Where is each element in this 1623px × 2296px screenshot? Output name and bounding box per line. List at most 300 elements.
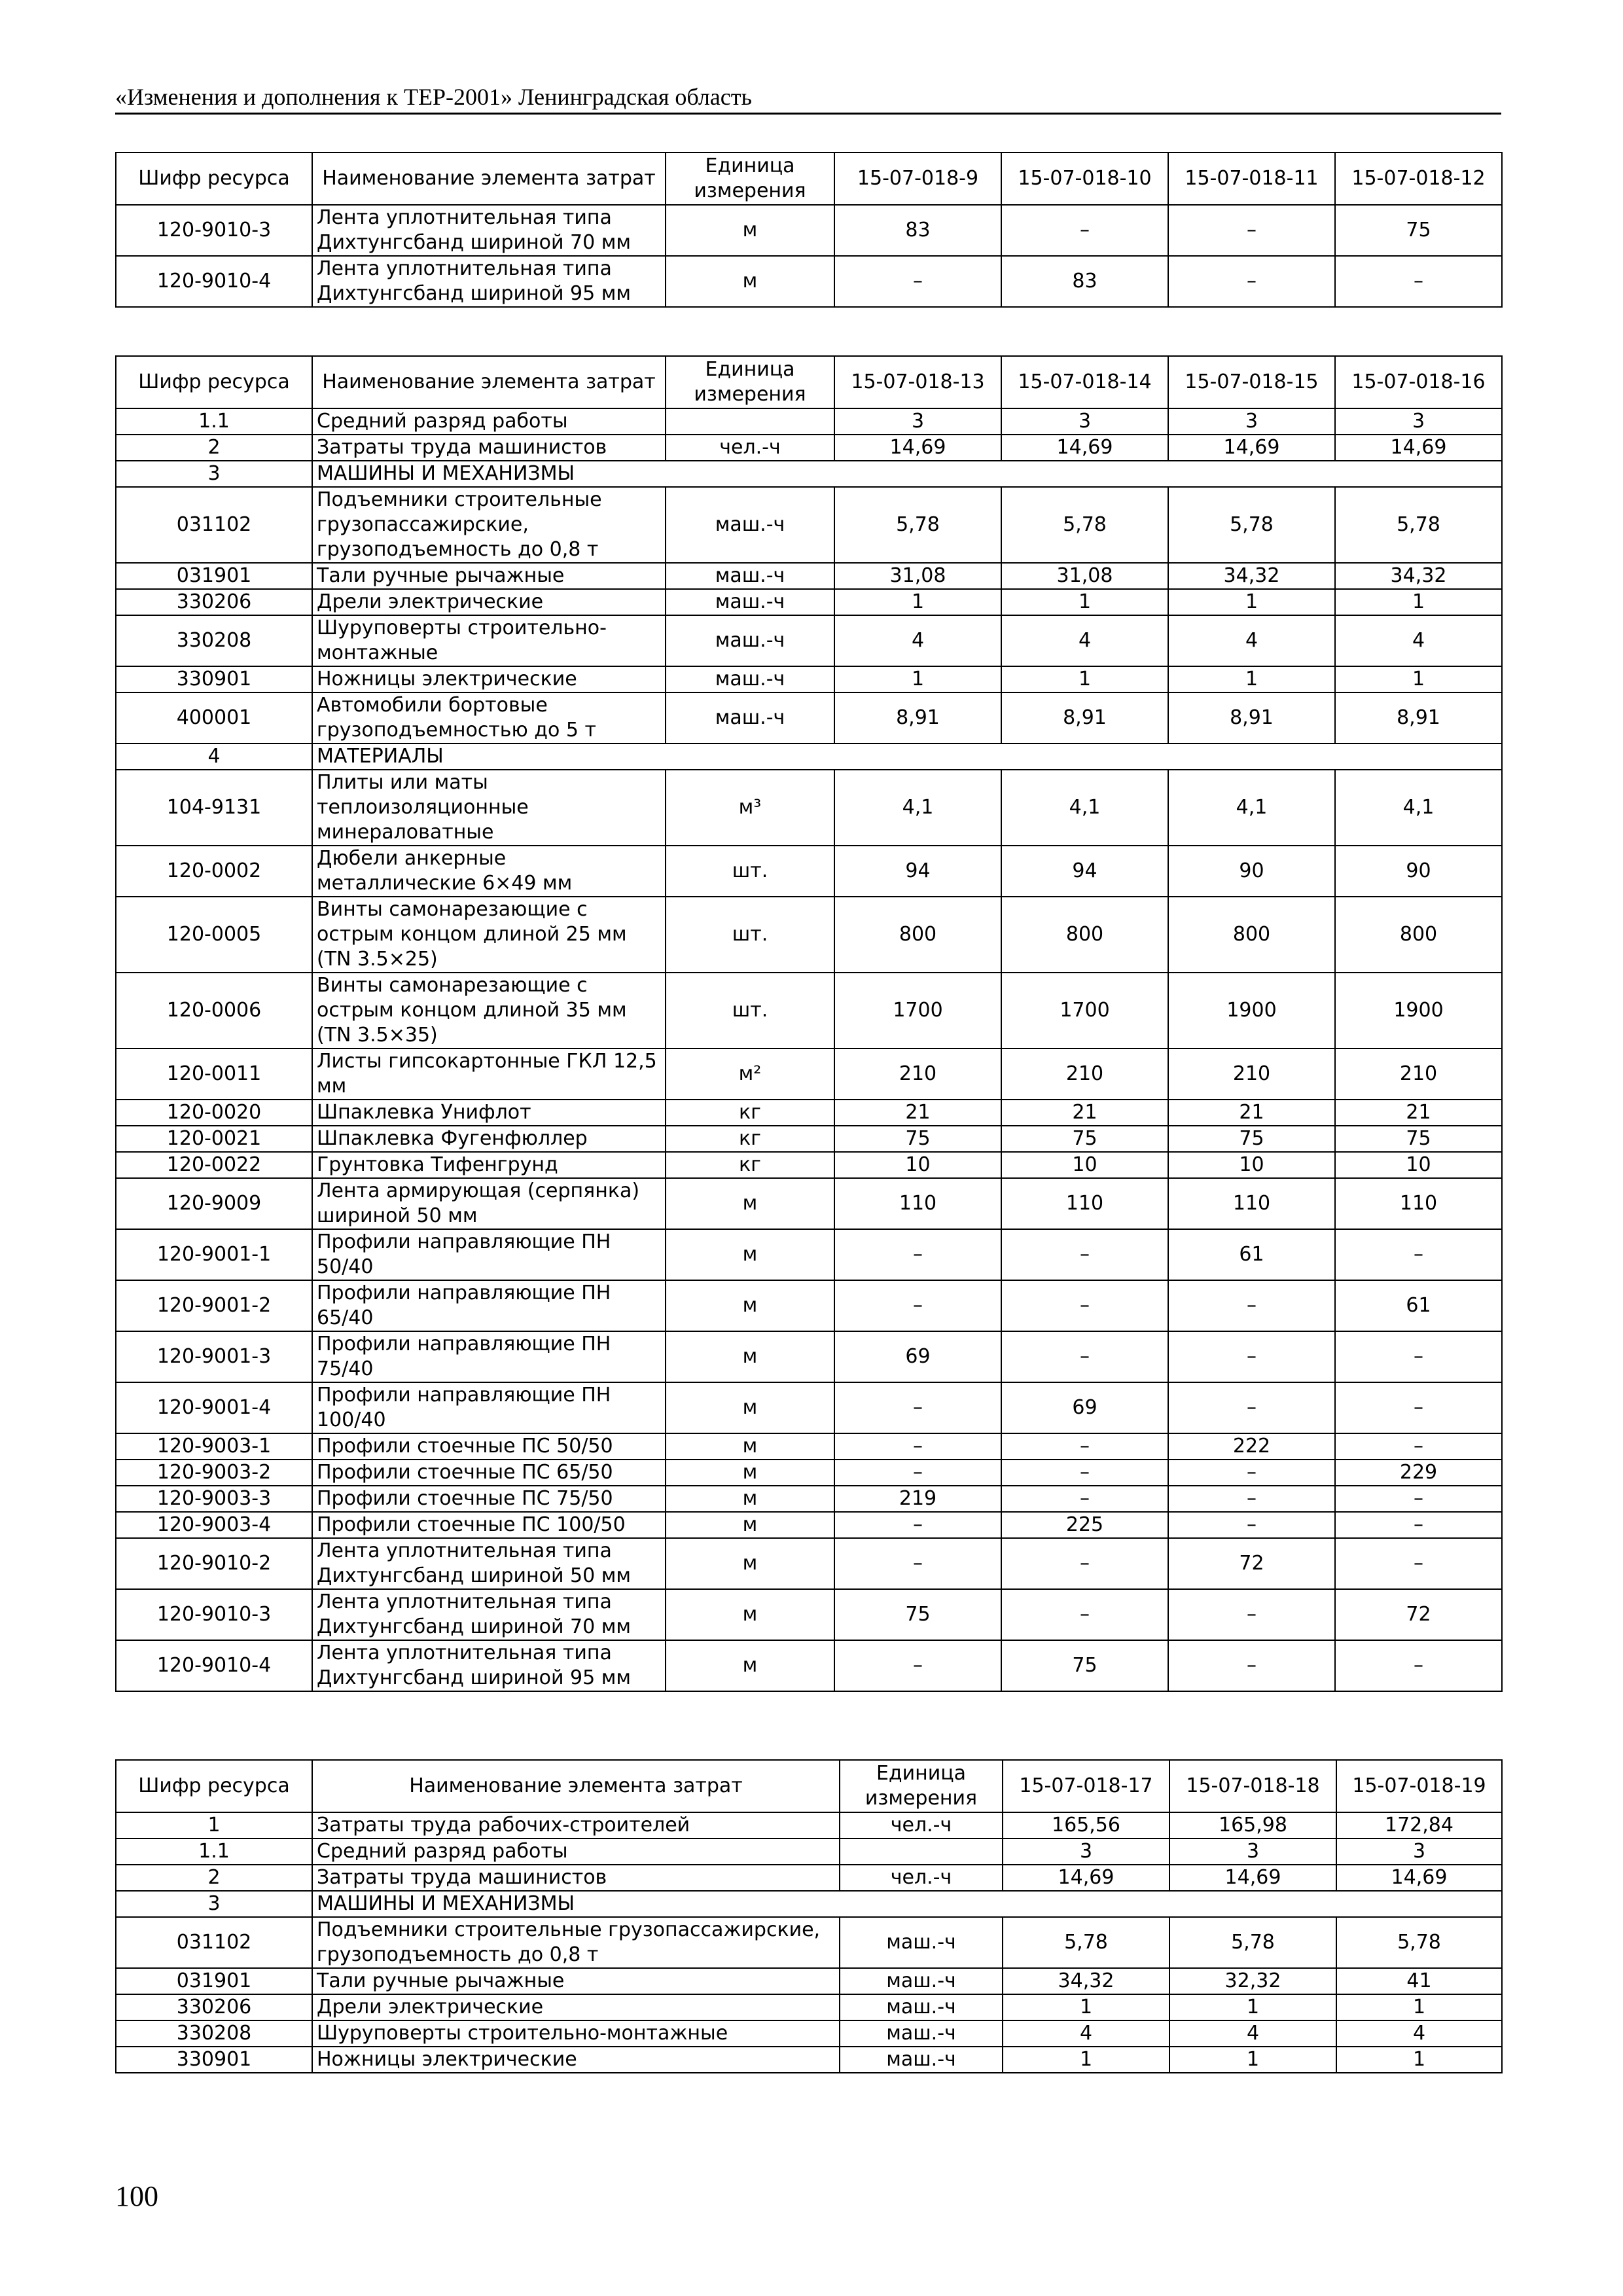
cost-element-name: Лента армирующая (серпянка) шириной 50 мм — [312, 1178, 666, 1229]
cost-element-name: Профили направляющие ПН 75/40 — [312, 1331, 666, 1382]
value: 4,1 — [1335, 770, 1502, 846]
column-header: 15-07-018-13 — [834, 356, 1001, 408]
value: 1 — [1335, 589, 1502, 615]
value: – — [834, 1460, 1001, 1486]
value: 90 — [1335, 846, 1502, 897]
value: – — [1168, 205, 1335, 256]
resource-code: 031901 — [116, 563, 312, 589]
cost-element-name: Профили направляющие ПН 50/40 — [312, 1229, 666, 1280]
cost-element-name: Грунтовка Тифенгрунд — [312, 1152, 666, 1178]
value: – — [1168, 1460, 1335, 1486]
cost-element-name: Ножницы электрические — [312, 666, 666, 692]
cost-element-name: Профили направляющие ПН 100/40 — [312, 1382, 666, 1433]
resource-code: 120-0022 — [116, 1152, 312, 1178]
value: 3 — [1003, 1839, 1169, 1865]
value: 210 — [1168, 1049, 1335, 1100]
column-header: 15-07-018-19 — [1336, 1760, 1502, 1812]
unit: м — [666, 205, 834, 256]
value: 10 — [834, 1152, 1001, 1178]
resource-code: 120-9003-2 — [116, 1460, 312, 1486]
resource-code: 120-9001-4 — [116, 1382, 312, 1433]
value: – — [1001, 1538, 1168, 1589]
value: 4 — [1168, 615, 1335, 666]
cost-element-name: Шуруповерты строительно-монтажные — [312, 2020, 840, 2047]
unit: м — [666, 1640, 834, 1691]
value: 225 — [1001, 1512, 1168, 1538]
unit: маш.-ч — [666, 487, 834, 563]
cost-element-name: Профили стоечные ПС 100/50 — [312, 1512, 666, 1538]
header-row — [116, 356, 1502, 408]
resource-table-1 — [115, 152, 1503, 308]
cost-element-name: Лента уплотнительная типа Дихтунгсбанд шириной 70 мм — [312, 205, 666, 256]
value: 5,78 — [1335, 487, 1502, 563]
unit: чел.-ч — [840, 1865, 1003, 1891]
value: 14,69 — [1336, 1865, 1502, 1891]
value: 4 — [834, 615, 1001, 666]
value: – — [834, 1640, 1001, 1691]
column-header: 15-07-018-10 — [1001, 152, 1168, 205]
resource-code: 330206 — [116, 589, 312, 615]
value: – — [1335, 1331, 1502, 1382]
value: 4 — [1336, 2020, 1502, 2047]
table-row — [116, 563, 1502, 589]
unit — [840, 1839, 1003, 1865]
cost-element-name: Плиты или маты теплоизоляционные минераловатные — [312, 770, 666, 846]
cost-element-name: Лента уплотнительная типа Дихтунгсбанд шириной 70 мм — [312, 1589, 666, 1640]
unit: м — [666, 1460, 834, 1486]
unit: м — [666, 1486, 834, 1512]
table-row — [116, 461, 1502, 487]
resource-code: 1.1 — [116, 408, 312, 435]
value: 14,69 — [1168, 435, 1335, 461]
cost-element-name: Профили стоечные ПС 75/50 — [312, 1486, 666, 1512]
table-row — [116, 1994, 1502, 2020]
resource-code: 031102 — [116, 487, 312, 563]
value: 8,91 — [1168, 692, 1335, 744]
table-row — [116, 2047, 1502, 2073]
unit: маш.-ч — [666, 692, 834, 744]
value: 61 — [1168, 1229, 1335, 1280]
column-header: Наименование элемента затрат — [312, 356, 666, 408]
resource-code: 330206 — [116, 1994, 312, 2020]
cost-element-name: Профили направляющие ПН 65/40 — [312, 1280, 666, 1331]
value: 75 — [1335, 1126, 1502, 1152]
table-row — [116, 1280, 1502, 1331]
value: 4 — [1003, 2020, 1169, 2047]
column-header: 15-07-018-16 — [1335, 356, 1502, 408]
table-row — [116, 1538, 1502, 1589]
value: 75 — [834, 1589, 1001, 1640]
column-header: Единица измерения — [666, 356, 834, 408]
resource-code: 120-0021 — [116, 1126, 312, 1152]
unit: маш.-ч — [840, 2020, 1003, 2047]
resource-code: 330208 — [116, 2020, 312, 2047]
value: – — [1168, 1382, 1335, 1433]
table-row — [116, 744, 1502, 770]
resource-code: 120-9001-2 — [116, 1280, 312, 1331]
value: 34,32 — [1003, 1968, 1169, 1994]
resource-code: 400001 — [116, 692, 312, 744]
value: 1 — [1001, 589, 1168, 615]
section-code: 3 — [116, 1891, 312, 1917]
value: 110 — [1168, 1178, 1335, 1229]
value: 5,78 — [1003, 1917, 1169, 1968]
value: 34,32 — [1335, 563, 1502, 589]
resource-code: 031901 — [116, 1968, 312, 1994]
table-row — [116, 1460, 1502, 1486]
value: 4,1 — [834, 770, 1001, 846]
resource-code: 120-9003-1 — [116, 1433, 312, 1460]
value: 72 — [1335, 1589, 1502, 1640]
resource-code: 330208 — [116, 615, 312, 666]
resource-code: 1 — [116, 1812, 312, 1839]
resource-table-2 — [115, 355, 1503, 1692]
column-header: Единица измерения — [666, 152, 834, 205]
value: 1 — [1003, 2047, 1169, 2073]
resource-code: 2 — [116, 435, 312, 461]
unit: м — [666, 1229, 834, 1280]
value: – — [1001, 205, 1168, 256]
value: 110 — [1001, 1178, 1168, 1229]
value: 219 — [834, 1486, 1001, 1512]
value: 61 — [1335, 1280, 1502, 1331]
column-header: Шифр ресурса — [116, 152, 312, 205]
value: 14,69 — [1335, 435, 1502, 461]
section-title: МАТЕРИАЛЫ — [312, 744, 1502, 770]
table-row — [116, 1178, 1502, 1229]
unit: м³ — [666, 770, 834, 846]
table-row — [116, 1968, 1502, 1994]
header-row — [116, 152, 1502, 205]
unit: м — [666, 1538, 834, 1589]
table-row — [116, 1917, 1502, 1968]
value: 4 — [1001, 615, 1168, 666]
unit: м² — [666, 1049, 834, 1100]
cost-element-name: Винты самонарезающие с острым концом длиной 25 мм (TN 3.5×25) — [312, 897, 666, 973]
value: 8,91 — [1335, 692, 1502, 744]
value: – — [1335, 256, 1502, 307]
value: – — [1001, 1280, 1168, 1331]
value: – — [1335, 1229, 1502, 1280]
table-row — [116, 1589, 1502, 1640]
section-title: МАШИНЫ И МЕХАНИЗМЫ — [312, 1891, 1502, 1917]
table-row — [116, 205, 1502, 256]
value: – — [1335, 1433, 1502, 1460]
cost-element-name: Подъемники строительные грузопассажирские, грузоподъемность до 0,8 т — [312, 487, 666, 563]
unit: маш.-ч — [666, 615, 834, 666]
column-header: 15-07-018-9 — [834, 152, 1001, 205]
cost-element-name: Шуруповерты строительно-монтажные — [312, 615, 666, 666]
value: 210 — [834, 1049, 1001, 1100]
unit: маш.-ч — [666, 589, 834, 615]
value: 1 — [1336, 1994, 1502, 2020]
value: 229 — [1335, 1460, 1502, 1486]
value: – — [1001, 1229, 1168, 1280]
value: – — [1335, 1512, 1502, 1538]
cost-element-name: Лента уплотнительная типа Дихтунгсбанд шириной 95 мм — [312, 1640, 666, 1691]
resource-code: 120-9010-3 — [116, 205, 312, 256]
value: 69 — [1001, 1382, 1168, 1433]
table-row — [116, 897, 1502, 973]
value: 3 — [1001, 408, 1168, 435]
unit: маш.-ч — [840, 1917, 1003, 1968]
cost-element-name: Листы гипсокартонные ГКЛ 12,5 мм — [312, 1049, 666, 1100]
value: – — [1001, 1331, 1168, 1382]
cost-element-name: Автомобили бортовые грузоподъемностью до 5 т — [312, 692, 666, 744]
value: 1 — [834, 589, 1001, 615]
value: – — [834, 1538, 1001, 1589]
value: – — [1168, 1512, 1335, 1538]
value: – — [1168, 1589, 1335, 1640]
value: 75 — [1168, 1126, 1335, 1152]
value: 5,78 — [1001, 487, 1168, 563]
resource-code: 120-9009 — [116, 1178, 312, 1229]
section-code: 3 — [116, 461, 312, 487]
cost-element-name: Тали ручные рычажные — [312, 563, 666, 589]
table-row — [116, 487, 1502, 563]
value: 210 — [1001, 1049, 1168, 1100]
table-row — [116, 1100, 1502, 1126]
value: 3 — [1335, 408, 1502, 435]
cost-element-name: Дюбели анкерные металлические 6×49 мм — [312, 846, 666, 897]
cost-element-name: Профили стоечные ПС 50/50 — [312, 1433, 666, 1460]
value: 1 — [1168, 589, 1335, 615]
cost-element-name: Ножницы электрические — [312, 2047, 840, 2073]
value: 110 — [1335, 1178, 1502, 1229]
value: 14,69 — [1001, 435, 1168, 461]
unit: м — [666, 1512, 834, 1538]
table-row — [116, 1512, 1502, 1538]
resource-code: 330901 — [116, 666, 312, 692]
value: 1 — [1169, 2047, 1336, 2073]
unit: маш.-ч — [666, 666, 834, 692]
value: 8,91 — [1001, 692, 1168, 744]
value: – — [1168, 1486, 1335, 1512]
header-row — [116, 1760, 1502, 1812]
value: 210 — [1335, 1049, 1502, 1100]
resource-code: 120-9010-2 — [116, 1538, 312, 1589]
value: 5,78 — [1336, 1917, 1502, 1968]
resource-code: 120-9010-3 — [116, 1589, 312, 1640]
cost-element-name: Затраты труда рабочих-строителей — [312, 1812, 840, 1839]
unit: м — [666, 1178, 834, 1229]
value: 1 — [1168, 666, 1335, 692]
value: 1700 — [1001, 973, 1168, 1049]
value: 5,78 — [1169, 1917, 1336, 1968]
column-header: Единица измерения — [840, 1760, 1003, 1812]
value: 800 — [1335, 897, 1502, 973]
value: 4,1 — [1001, 770, 1168, 846]
value: 1 — [1003, 1994, 1169, 2020]
value: 34,32 — [1168, 563, 1335, 589]
table-row — [116, 770, 1502, 846]
table-row — [116, 589, 1502, 615]
table-row — [116, 1433, 1502, 1460]
column-header: 15-07-018-17 — [1003, 1760, 1169, 1812]
value: 75 — [1001, 1640, 1168, 1691]
unit: чел.-ч — [840, 1812, 1003, 1839]
column-header: 15-07-018-11 — [1168, 152, 1335, 205]
value: 21 — [1168, 1100, 1335, 1126]
resource-code: 120-9010-4 — [116, 256, 312, 307]
table-row — [116, 1640, 1502, 1691]
cost-element-name: Подъемники строительные грузопассажирские, грузоподъемность до 0,8 т — [312, 1917, 840, 1968]
value: 1700 — [834, 973, 1001, 1049]
value: 75 — [1001, 1126, 1168, 1152]
value: – — [834, 1280, 1001, 1331]
table-row — [116, 1812, 1502, 1839]
value: 172,84 — [1336, 1812, 1502, 1839]
table-row — [116, 408, 1502, 435]
resource-code: 2 — [116, 1865, 312, 1891]
value: 32,32 — [1169, 1968, 1336, 1994]
value: 800 — [1168, 897, 1335, 973]
table-row — [116, 846, 1502, 897]
resource-code: 1.1 — [116, 1839, 312, 1865]
cost-element-name: Средний разряд работы — [312, 408, 666, 435]
resource-code: 330901 — [116, 2047, 312, 2073]
unit: шт. — [666, 897, 834, 973]
value: 10 — [1168, 1152, 1335, 1178]
unit: м — [666, 1280, 834, 1331]
cost-element-name: Дрели электрические — [312, 589, 666, 615]
value: 110 — [834, 1178, 1001, 1229]
resource-code: 120-0002 — [116, 846, 312, 897]
value: 41 — [1336, 1968, 1502, 1994]
table-row — [116, 2020, 1502, 2047]
value: 222 — [1168, 1433, 1335, 1460]
value: 3 — [1169, 1839, 1336, 1865]
value: 83 — [1001, 256, 1168, 307]
value: 31,08 — [834, 563, 1001, 589]
value: – — [1168, 1331, 1335, 1382]
value: 21 — [834, 1100, 1001, 1126]
cost-element-name: Профили стоечные ПС 65/50 — [312, 1460, 666, 1486]
value: 4 — [1169, 2020, 1336, 2047]
cost-element-name: Шпаклевка Фугенфюллер — [312, 1126, 666, 1152]
value: 83 — [834, 205, 1001, 256]
value: – — [1001, 1589, 1168, 1640]
table-row — [116, 1229, 1502, 1280]
column-header: Шифр ресурса — [116, 356, 312, 408]
value: 165,98 — [1169, 1812, 1336, 1839]
cost-element-name: Лента уплотнительная типа Дихтунгсбанд шириной 50 мм — [312, 1538, 666, 1589]
column-header: Наименование элемента затрат — [312, 152, 666, 205]
unit: маш.-ч — [666, 563, 834, 589]
table-row — [116, 1382, 1502, 1433]
unit: кг — [666, 1100, 834, 1126]
value: 90 — [1168, 846, 1335, 897]
table-row — [116, 1891, 1502, 1917]
section-title: МАШИНЫ И МЕХАНИЗМЫ — [312, 461, 1502, 487]
cost-element-name: Затраты труда машинистов — [312, 435, 666, 461]
unit — [666, 408, 834, 435]
page-number: 100 — [115, 2180, 158, 2212]
cost-element-name: Винты самонарезающие с острым концом длиной 35 мм (TN 3.5×35) — [312, 973, 666, 1049]
table-row — [116, 256, 1502, 307]
value: 21 — [1001, 1100, 1168, 1126]
unit: шт. — [666, 973, 834, 1049]
cost-element-name: Дрели электрические — [312, 1994, 840, 2020]
value: – — [1335, 1640, 1502, 1691]
resource-code: 120-9010-4 — [116, 1640, 312, 1691]
value: 14,69 — [1169, 1865, 1336, 1891]
resource-code: 031102 — [116, 1917, 312, 1968]
value: 31,08 — [1001, 563, 1168, 589]
table-row — [116, 1486, 1502, 1512]
cost-element-name: Шпаклевка Унифлот — [312, 1100, 666, 1126]
value: 3 — [834, 408, 1001, 435]
table-row — [116, 666, 1502, 692]
column-header: 15-07-018-15 — [1168, 356, 1335, 408]
unit: м — [666, 256, 834, 307]
value: – — [834, 1433, 1001, 1460]
unit: м — [666, 1433, 834, 1460]
cost-element-name: Лента уплотнительная типа Дихтунгсбанд шириной 95 мм — [312, 256, 666, 307]
column-header: 15-07-018-14 — [1001, 356, 1168, 408]
unit: маш.-ч — [840, 1968, 1003, 1994]
value: 14,69 — [1003, 1865, 1169, 1891]
cost-element-name: Тали ручные рычажные — [312, 1968, 840, 1994]
value: 1 — [834, 666, 1001, 692]
value: 10 — [1001, 1152, 1168, 1178]
value: – — [834, 1382, 1001, 1433]
unit: маш.-ч — [840, 1994, 1003, 2020]
unit: кг — [666, 1152, 834, 1178]
unit: м — [666, 1382, 834, 1433]
value: 4,1 — [1168, 770, 1335, 846]
table-row — [116, 1126, 1502, 1152]
resource-table-3 — [115, 1759, 1503, 2073]
value: 1 — [1335, 666, 1502, 692]
value: – — [1168, 256, 1335, 307]
section-code: 4 — [116, 744, 312, 770]
cost-element-name: Средний разряд работы — [312, 1839, 840, 1865]
table-row — [116, 1331, 1502, 1382]
table-row — [116, 615, 1502, 666]
value: 14,69 — [834, 435, 1001, 461]
value: 94 — [834, 846, 1001, 897]
table-row — [116, 435, 1502, 461]
unit: чел.-ч — [666, 435, 834, 461]
value: 75 — [1335, 205, 1502, 256]
resource-code: 120-0006 — [116, 973, 312, 1049]
value: 5,78 — [834, 487, 1001, 563]
value: 800 — [1001, 897, 1168, 973]
table-row — [116, 1152, 1502, 1178]
resource-code: 120-0005 — [116, 897, 312, 973]
unit: кг — [666, 1126, 834, 1152]
value: 1900 — [1168, 973, 1335, 1049]
table-row — [116, 692, 1502, 744]
table-row — [116, 1839, 1502, 1865]
value: 8,91 — [834, 692, 1001, 744]
unit: маш.-ч — [840, 2047, 1003, 2073]
value: 800 — [834, 897, 1001, 973]
column-header: 15-07-018-18 — [1169, 1760, 1336, 1812]
value: 10 — [1335, 1152, 1502, 1178]
value: 69 — [834, 1331, 1001, 1382]
resource-code: 104-9131 — [116, 770, 312, 846]
value: – — [1168, 1280, 1335, 1331]
column-header: 15-07-018-12 — [1335, 152, 1502, 205]
value: 3 — [1336, 1839, 1502, 1865]
value: – — [1335, 1382, 1502, 1433]
cost-element-name: Затраты труда машинистов — [312, 1865, 840, 1891]
table-row — [116, 1049, 1502, 1100]
value: – — [834, 1229, 1001, 1280]
column-header: Шифр ресурса — [116, 1760, 312, 1812]
